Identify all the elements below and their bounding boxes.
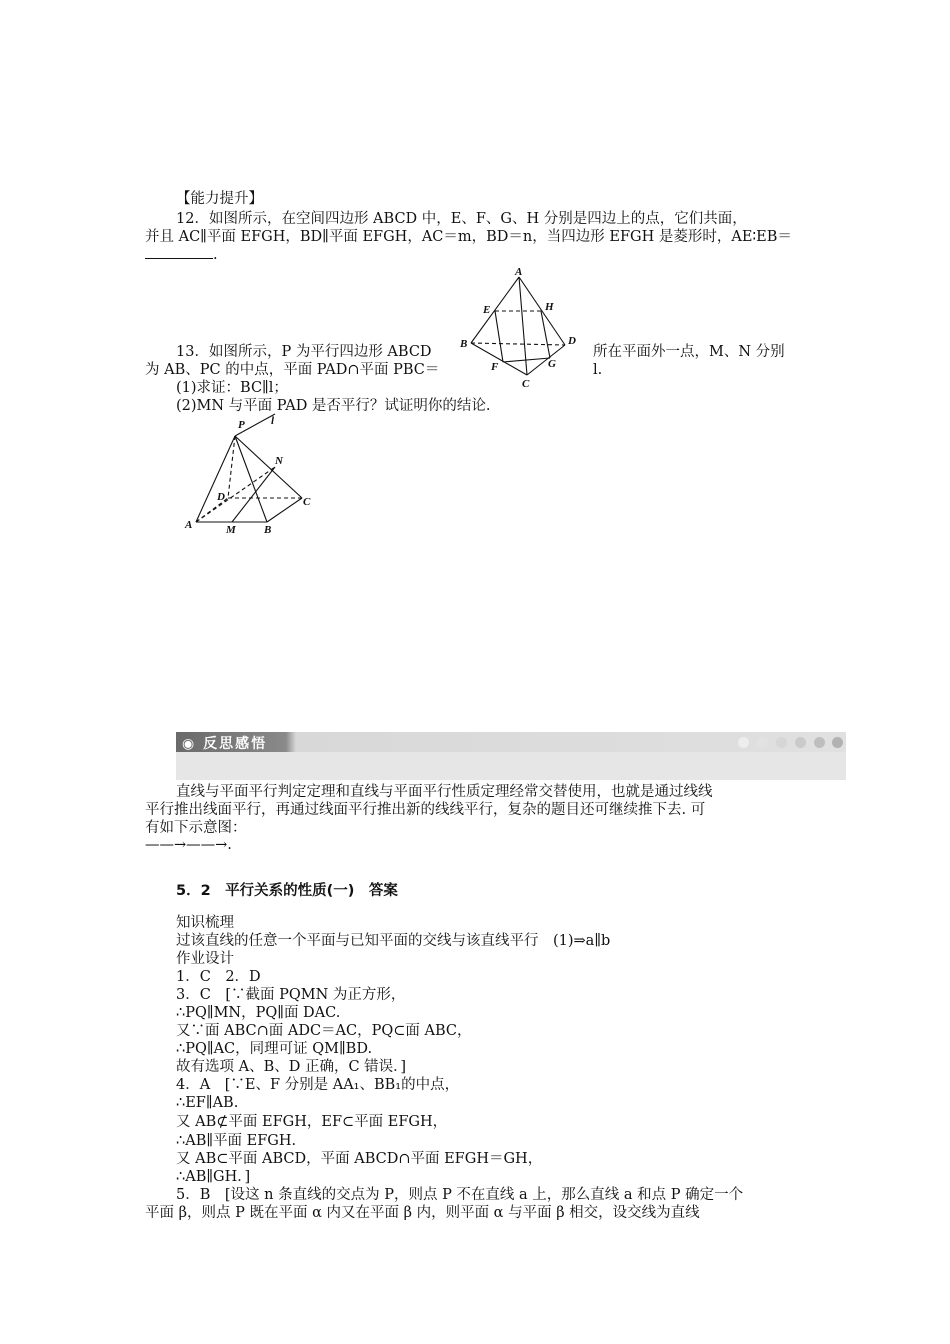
q12-line1: 12．如图所示，在空间四边形 ABCD 中，E、F、G、H 分别是四边上的点，它们共面， xyxy=(176,211,747,227)
fig13-label-P: P xyxy=(238,419,245,431)
answer-blank xyxy=(145,246,213,259)
answer-line: 1．C 2．D xyxy=(176,969,261,985)
answer-line: 4．A [∵E、F 分别是 AA₁、BB₁的中点， xyxy=(176,1077,460,1093)
answer-line: 3．C [∵截面 PQMN 为正方形， xyxy=(176,987,406,1003)
decorative-dot-icon xyxy=(776,737,787,748)
decorative-dot-icon xyxy=(738,737,749,748)
answer-q5-line1: 5．B [设这 n 条直线的交点为 P，则点 P 不在直线 a 上，那么直线 a 和点 P 确定一个 xyxy=(176,1187,744,1203)
answer-line: ∴PQ∥AC，同理可证 QM∥BD. xyxy=(176,1041,373,1057)
q13-line2-right: l. xyxy=(593,362,603,378)
fig12-label-F: F xyxy=(491,361,499,373)
fig12-label-E: E xyxy=(483,304,491,316)
q13-part1: (1)求证：BC∥l； xyxy=(176,380,288,396)
answer-line: ∴AB∥GH．] xyxy=(176,1169,251,1185)
fig12-label-A: A xyxy=(515,266,523,278)
reflection-line3: 有如下示意图： xyxy=(145,820,247,836)
answer-line: 过该直线的任意一个平面与已知平面的交线与该直线平行 (1)⇒a∥b xyxy=(176,933,611,949)
q12-line2: 并且 AC∥平面 EFGH，BD∥平面 EFGH，AC＝m，BD＝n，当四边形 EFGH 是菱形时，AE∶EB＝ xyxy=(145,229,792,245)
fig13-label-A: A xyxy=(185,519,193,531)
fig13-label-C: C xyxy=(303,496,311,508)
answer-line: ∴AB∥平面 EFGH. xyxy=(176,1133,297,1149)
q13-line1-left: 13．如图所示，P 为平行四边形 ABCD xyxy=(176,344,432,360)
section-heading: 【能力提升】 xyxy=(176,191,263,207)
reflection-line1: 直线与平面平行判定定理和直线与平面平行性质定理经常交替使用，也就是通过线线 xyxy=(176,784,713,800)
fig13-label-N: N xyxy=(275,455,283,467)
figure-q12-tetrahedron xyxy=(455,265,590,390)
reflection-banner xyxy=(176,732,846,780)
fig12-label-B: B xyxy=(460,338,468,350)
fig12-label-D: D xyxy=(568,335,576,347)
fig12-label-C: C xyxy=(522,378,530,390)
reflection-line2: 平行推出线面平行，再通过线面平行推出新的线线平行，复杂的题目还可继续推下去. 可 xyxy=(145,802,706,818)
figure-q13-pyramid xyxy=(180,412,320,537)
answer-line: 知识梳理 xyxy=(176,915,234,931)
fig13-label-M: M xyxy=(226,524,236,536)
answer-line: 作业设计 xyxy=(176,951,234,967)
fig12-label-H: H xyxy=(545,301,554,313)
answer-line: 又∵面 ABC∩面 ADC＝AC，PQ⊂面 ABC， xyxy=(176,1023,472,1039)
q12-line3-end: . xyxy=(213,247,218,263)
banner-bar xyxy=(176,732,846,752)
reflection-line4: ——→——→. xyxy=(145,837,232,853)
q13-line1-right: 所在平面外一点，M、N 分别 xyxy=(593,344,785,360)
answer-line: ∴PQ∥MN，PQ∥面 DAC. xyxy=(176,1005,341,1021)
q12-line3 xyxy=(145,246,218,264)
fig13-label-B: B xyxy=(264,524,272,536)
answer-line: ∴EF∥AB. xyxy=(176,1095,239,1111)
answers-heading: 5．2 平行关系的性质(一) 答案 xyxy=(176,883,398,899)
answer-line: 故有选项 A、B、D 正确，C 错误．] xyxy=(176,1059,407,1075)
fig12-label-G: G xyxy=(548,358,556,370)
q13-part2: (2)MN 与平面 PAD 是否平行？试证明你的结论. xyxy=(176,398,491,414)
answer-line: 又 AB⊄平面 EFGH，EF⊂平面 EFGH， xyxy=(176,1114,448,1130)
banner-title: ◉ 反思感悟 xyxy=(182,736,268,752)
q13-line2-left: 为 AB、PC 的中点，平面 PAD∩平面 PBC＝ xyxy=(145,362,440,378)
answer-line: 又 AB⊂平面 ABCD，平面 ABCD∩平面 EFGH＝GH， xyxy=(176,1151,543,1167)
decorative-dot-icon xyxy=(814,737,825,748)
decorative-dot-icon xyxy=(832,737,843,748)
answer-q5-line2: 平面 β，则点 P 既在平面 α 内又在平面 β 内，则平面 α 与平面 β 相交，设交线为直线 xyxy=(145,1205,700,1221)
fig13-label-l: l xyxy=(271,415,275,427)
fig13-label-D: D xyxy=(217,491,225,503)
decorative-dot-icon xyxy=(795,737,806,748)
decorative-dot-icon xyxy=(757,737,768,748)
banner-lower-band xyxy=(176,752,846,780)
